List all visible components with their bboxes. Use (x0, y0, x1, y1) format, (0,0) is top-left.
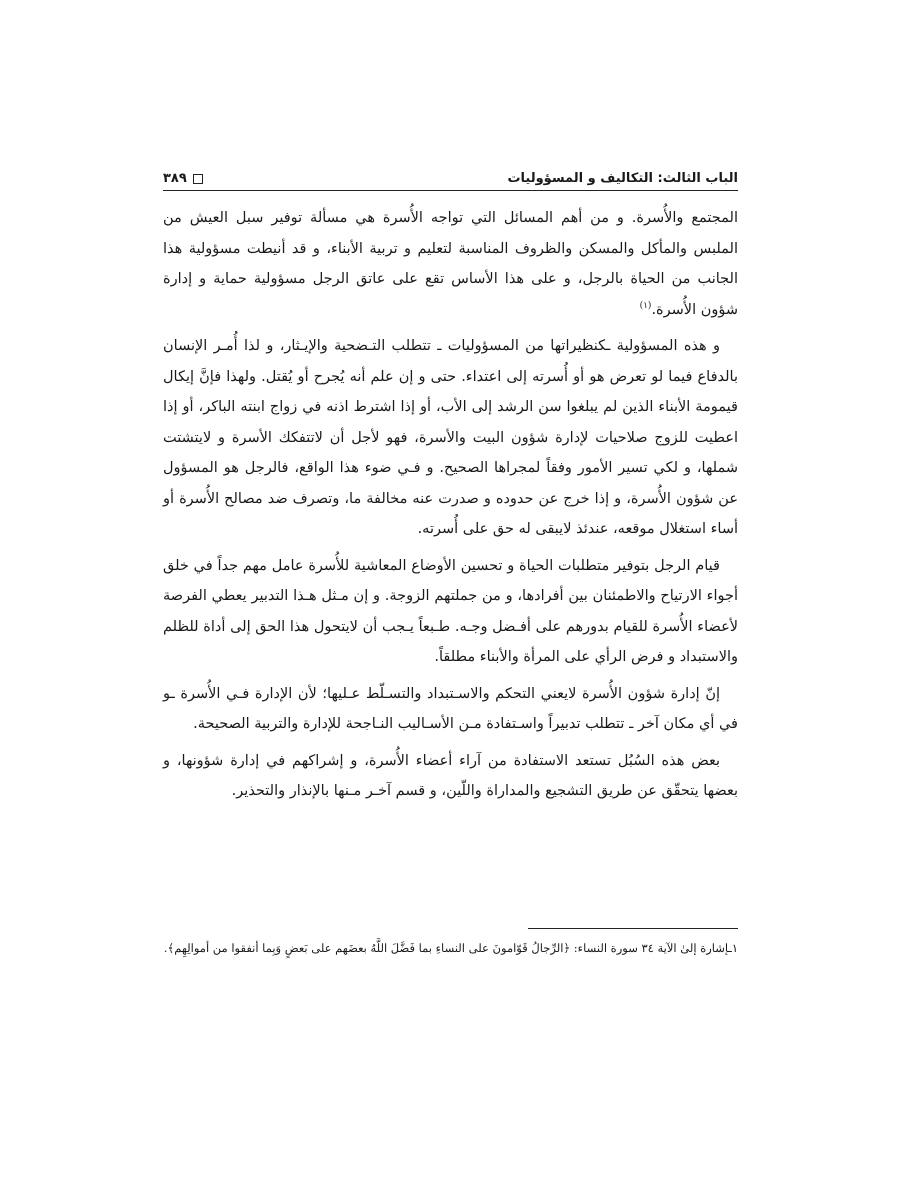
footnotes-section (163, 928, 738, 959)
footnote-ref[interactable]: (١) (639, 300, 652, 311)
paragraph-1 (163, 203, 738, 325)
paragraph-2: و هذه المسؤولية ـكنظيراتها من المسؤوليات ـ تتطلب التـضحية والإيـثار، و لذا أُمـر الإنسان بالدفاع فيما لو تعرض هو أو أُسرته إلى اعتداء. حتى و إن علم أنه يُجرح أو يُقتل. ولهذا فإنَّ إيكال قيمومة الأبناء الذين لم يبلغوا سن الرشد إلى الأب، أو إذا اشترط اذنه في زواج ابنته الباكر، أو إذا اعطيت للزوج صلاحيات لإدارة شؤون البيت والأسرة، فهو لأجل أن لاتتفكك الأسرة و لايتشتت شملها، و لكي تسير الأمور وفقاً لمجراها الصحيح. و فـي ضوء هذا الواقع، فالرجل هو المسؤول عن شؤون الأُسرة، و إذا خرج عن حدوده و صدرت عنه مخالفة ما، وتصرف ضد مصالح الأُسرة أو أساء استغلال موقعه، عندئذ لايبقى له حق على أُسرته. (163, 338, 738, 537)
running-header (163, 160, 738, 191)
book-page (163, 160, 738, 809)
chapter-title: الباب الثالث: التكاليف و المسؤوليات (507, 171, 738, 186)
paragraph-4: إنّ إدارة شؤون الأُسرة لايعني التحكم والاسـتبداد والتسـلّط عـليها؛ لأن الإدارة فـي الأُسرة ـو في أي مكان آخر ـ تتطلب تدبيراً واسـتفادة مـن الأسـاليب النـاجحة للإدارة والتربية الصحيحة. (163, 685, 738, 732)
page-body (163, 203, 738, 807)
page-number: ٣٨٩ (163, 171, 187, 186)
paragraph-3: قيام الرجل بتوفير متطلبات الحياة و تحسين الأوضاع المعاشية للأُسرة عامل مهم جداً في خلق أجواء الارتياح والاطمئنان بين أفرادها، و من جملتهم الزوجة. و إن مـثل هـذا التدبير يعطي الفرصة لأعضاء الأُسرة للقيام بدورهم على أفـضل وجـه. طـبعاً يـجب أن لايتحول هذا الحق إلى أداة للظلم والاستبداد و فرض الرأي على المرأة والأبناء مطلقاً. (163, 557, 738, 665)
paragraph-5: بعض هذه السُبُل تستعد الاستفادة من آراء أعضاء الأُسرة، و إشراكهم في إدارة شؤونها، و بعضها يتحقّق عن طريق التشجيع والمداراة واللّين، و قسم آخـر مـنها بالإنذار والتحذير. (163, 752, 738, 799)
square-icon (193, 174, 203, 184)
paragraph-1-text: المجتمع والأُسرة. و من أهم المسائل التي تواجه الأُسرة هي مسألة توفير سبل العيش من الملبس والمأكل والمسكن والظروف المناسبة لتعليم و تربية الأبناء، و قد أنيطت مسؤولية هذا الجانب من الحياة بالرجل، و على هذا الأساس تقع على عاتق الرجل مسؤولية حماية و إدارة شؤون الأُسرة. (163, 210, 738, 318)
page-number-group (163, 171, 203, 186)
footnote-1: ١ـإشارة إلىٰ الآية ٣٤ سورة النساء: ﴿الرِّجالُ قَوّامونَ على النساءِ بما فَضَّلَ اللَّهُ بعضَهم على بَعضٍ وَبِما أنفقوا من أموالِهِم﴾. (163, 941, 738, 955)
footnote-divider (528, 928, 738, 929)
